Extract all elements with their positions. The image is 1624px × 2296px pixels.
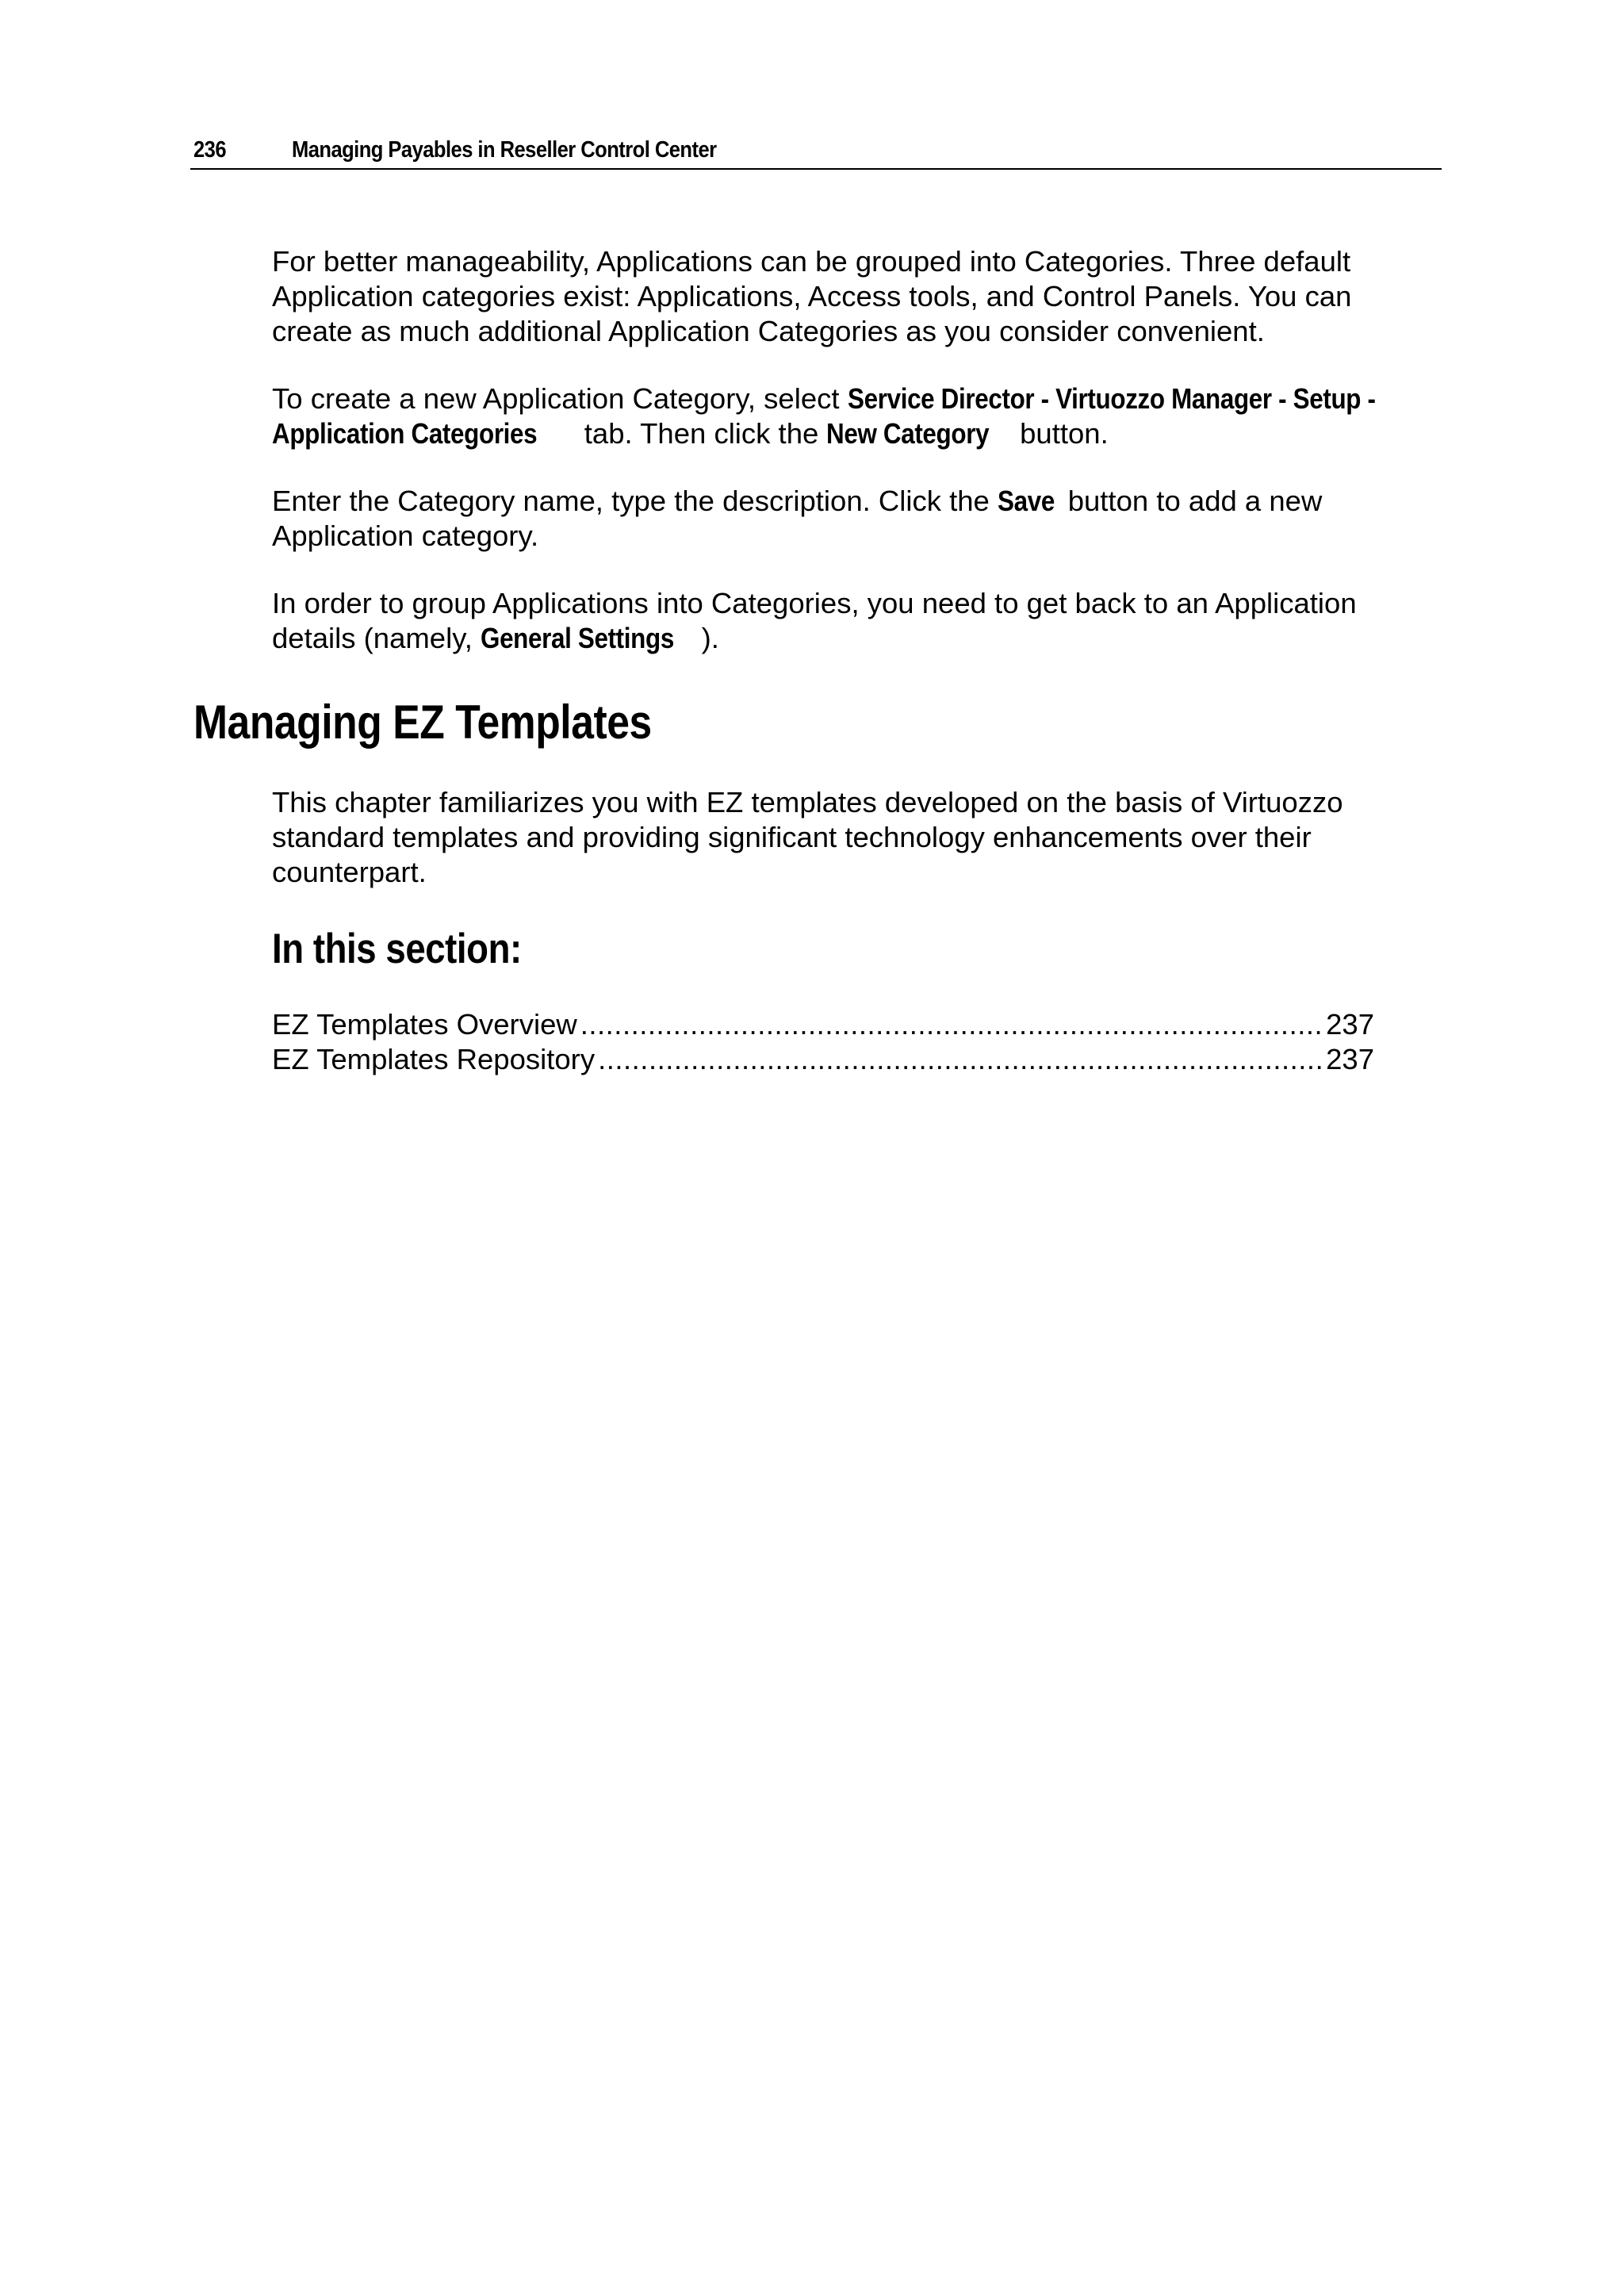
text-line (272, 621, 1430, 656)
paragraph-group-applications (272, 586, 1430, 656)
toc-entry-title[interactable]: EZ Templates Overview (272, 1008, 577, 1041)
paragraph-categories-intro (272, 244, 1430, 349)
toc-entry-title[interactable]: EZ Templates Repository (272, 1043, 596, 1075)
text-line: This chapter familiarizes you with EZ templates developed on the basis of Virtuozzo (272, 786, 1343, 818)
section-heading: Managing EZ Templates (193, 696, 652, 749)
text-line: counterpart. (272, 856, 427, 888)
menu-path-label: Service Director - Virtuozzo Manager - Setup - (847, 382, 1376, 415)
header-chapter-title: Managing Payables in Reseller Control Center (292, 137, 717, 163)
text-line (272, 484, 1430, 519)
text-run: Enter the Category name, type the description. Click the (272, 485, 998, 517)
button-name-label: Save (998, 485, 1055, 517)
section-toc (272, 1007, 1374, 1077)
text-line (272, 381, 1430, 416)
toc-dot-leader (598, 1042, 1323, 1077)
settings-name-label: General Settings (481, 622, 675, 654)
toc-entry-page[interactable]: 237 (1326, 1008, 1374, 1041)
text-run: To create a new Application Category, select (272, 382, 848, 415)
paragraph-create-category (272, 381, 1430, 451)
toc-entry-page[interactable]: 237 (1326, 1043, 1374, 1075)
subsection-heading: In this section: (272, 926, 522, 972)
text-run: tab. Then click the (576, 417, 827, 450)
running-header (190, 133, 1442, 170)
text-line: For better manageability, Applications can be grouped into Categories. Three default (272, 245, 1351, 278)
text-line: Application category. (272, 519, 539, 552)
text-run: button to add a new (1059, 485, 1323, 517)
text-line: In order to group Applications into Categories, you need to get back to an Application (272, 587, 1357, 619)
text-run: details (namely, (272, 622, 481, 654)
text-line: create as much additional Application Categories as you consider convenient. (272, 315, 1265, 347)
paragraph-enter-category (272, 484, 1430, 554)
toc-entry[interactable] (272, 1007, 1374, 1042)
text-line: standard templates and providing significant technology enhancements over their (272, 821, 1312, 853)
text-run: button. (1011, 417, 1109, 450)
section-intro-paragraph (272, 785, 1430, 890)
header-page-number: 236 (193, 137, 227, 163)
toc-entry[interactable] (272, 1042, 1374, 1077)
text-line: Application categories exist: Applications, Access tools, and Control Panels. You can (272, 280, 1352, 312)
tab-name-label: Application Categories (272, 417, 538, 450)
toc-dot-leader (580, 1007, 1323, 1042)
button-name-label: New Category (826, 417, 990, 450)
text-line (272, 416, 1430, 451)
text-run: ). (701, 622, 719, 654)
